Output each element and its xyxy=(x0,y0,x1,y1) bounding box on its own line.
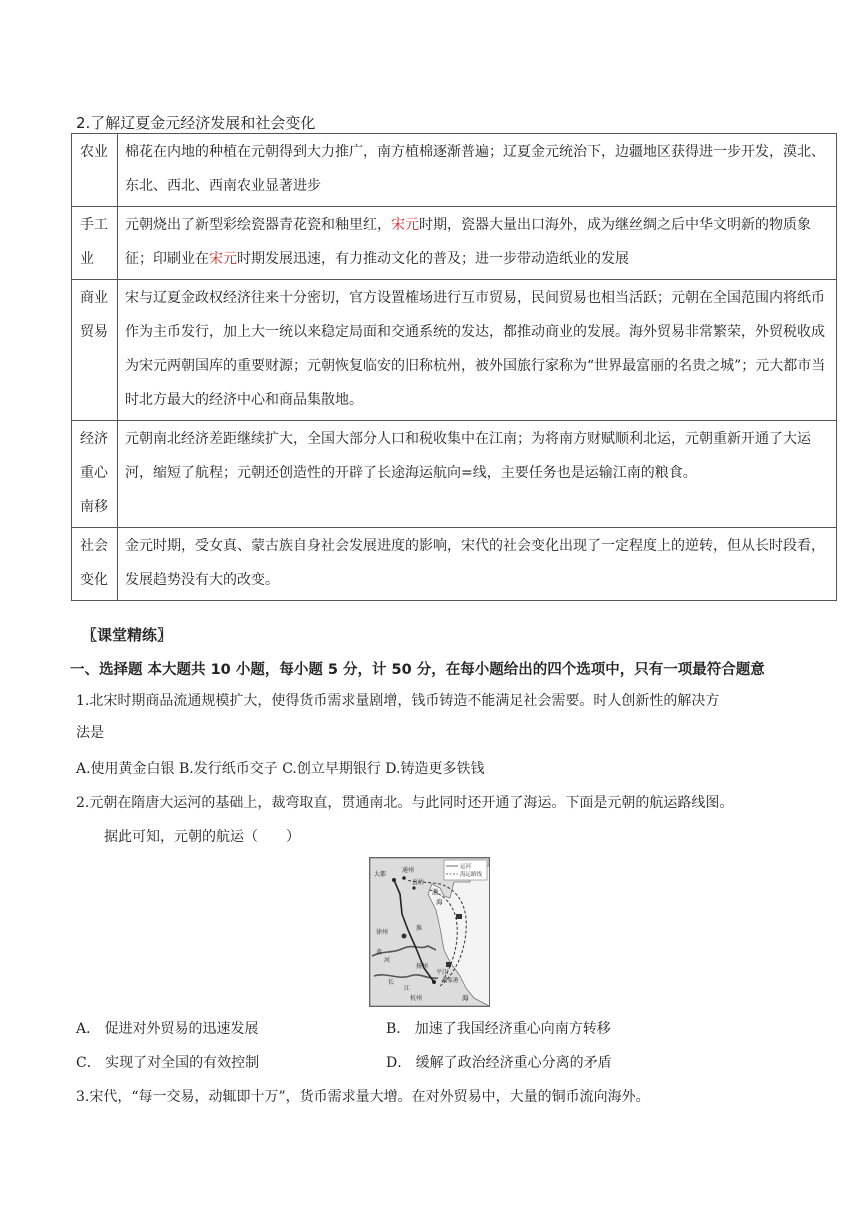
map-label-zhigu: 直沽 xyxy=(412,879,425,886)
row-category: 社会变化 xyxy=(72,528,118,601)
legend-canal: 运河 xyxy=(460,864,472,870)
table-row xyxy=(72,207,837,280)
description-text: 时期发展迅速，有力推动文化的普及；进一步带动造纸业的发展 xyxy=(237,251,629,267)
table-row xyxy=(72,134,837,207)
q2-stem-line2: 据此可知，元朝的航运（ ） xyxy=(104,829,300,845)
map-label-hai: 海 xyxy=(436,898,443,906)
q3-stem-line1: 3.宋代，“每一交易，动辄即十万”，货币需求量大增。在对外贸易中，大量的铜币流向海外。 xyxy=(76,1089,650,1105)
description-text: 宋与辽夏金政权经济往来十分密切，官方设置榷场进行互市贸易，民间贸易也相当活跃；元朝在全国范围内将纸币作为主币发行，加上大一统以来稳定局面和交通系统的发达，都推动商业的发展。海外贸易非常繁荣，外贸税收成为宋元两朝国库的重要财源；元朝恢复临安的旧称杭州，被外国旅行家称为“世界最富丽的名贵之城”；元大都市当时北方最大的经济中心和商品集散地。 xyxy=(125,290,826,408)
q2-stem-line1: 2.元朝在隋唐大运河的基础上，裁弯取直，贯通南北。与此同时还开通了海运。下面是元朝的航运路线图。 xyxy=(76,795,734,811)
description-text: 元朝南北经济差距继续扩大，全国大部分人口和税收集中在江南；为将南方财赋顺利北运，元朝重新开通了大运河，缩短了航程；元朝还创造性的开辟了长途海运航向=线，主要任务也是运输江南的粮食。 xyxy=(125,431,811,481)
table-row xyxy=(72,280,837,421)
economy-table-body xyxy=(72,134,837,601)
question-section-header: 一、选择题 本大题共 10 小题，每小题 5 分，计 50 分，在每小题给出的四个选项中，只有一项最符合题意 xyxy=(70,662,765,678)
q1-stem-line1: 1.北宋时期商品流通规模扩大，使得货币需求量剧增，钱币铸造不能满足社会需要。时人创新性的解决方 xyxy=(76,693,720,709)
map-label-chang: 长 xyxy=(388,979,395,986)
row-category: 商业贸易 xyxy=(72,280,118,421)
row-category: 经济重心南移 xyxy=(72,421,118,528)
section-title: 2.了解辽夏金元经济发展和社会变化 xyxy=(76,114,316,132)
description-text: 时期，瓷器大量出口海外，成为继丝绸之后中华文明新的物质象征；印刷业在 xyxy=(125,217,811,267)
q2-option-c: C． 实现了对全国的有效控制 xyxy=(76,1055,260,1071)
map-label-hangzhou: 杭州 xyxy=(410,995,423,1002)
row-description xyxy=(118,207,837,280)
row-description xyxy=(118,528,837,601)
map-label-dadu: 大都 xyxy=(374,871,387,878)
row-description xyxy=(118,134,837,207)
description-text: 元朝烧出了新型彩绘瓷器青花瓷和釉里红， xyxy=(125,217,391,233)
practice-heading: 〖课堂精练〗 xyxy=(82,626,173,644)
map-label-hai-south: 海 xyxy=(462,994,469,1002)
map-label-bo: 渤 xyxy=(432,888,439,896)
route-map-graphic xyxy=(370,858,489,1006)
table-row xyxy=(72,421,837,528)
description-text: 棉花在内地的种植在元朝得到大力推广，南方植棉逐渐普遍；辽夏金元统治下，边疆地区获得进一步开发，漠北、东北、西北、西南农业显著进步 xyxy=(125,144,825,194)
row-category: 手工业 xyxy=(72,207,118,280)
table-row xyxy=(72,528,837,601)
highlight-text: 宋元 xyxy=(391,217,419,233)
map-label-huai: 淮 xyxy=(416,925,423,932)
row-description xyxy=(118,421,837,528)
highlight-text: 宋元 xyxy=(209,251,237,267)
map-label-he: 河 xyxy=(384,957,391,964)
yuan-shipping-route-map xyxy=(369,857,490,1007)
map-label-tongzhou: 通州 xyxy=(402,867,415,874)
map-label-jiang: 江 xyxy=(404,985,411,992)
economy-table xyxy=(71,133,837,601)
q2-option-a: A． 促进对外贸易的迅速发展 xyxy=(76,1021,259,1037)
legend-sea-route: 海运路线 xyxy=(460,872,483,878)
description-text: 金元时期，受女真、蒙古族自身社会发展进度的影响，宋代的社会变化出现了一定程度上的逆转，但从长时段看，发展趋势没有大的改变。 xyxy=(125,538,825,588)
map-label-xuzhou: 徐州 xyxy=(376,929,389,936)
row-category: 农业 xyxy=(72,134,118,207)
map-label-huang: 黄 xyxy=(376,949,383,956)
row-description xyxy=(118,280,837,421)
map-label-liujiagang: 刘家港 xyxy=(442,978,459,984)
map-label-pingjiang: 平江 xyxy=(436,969,449,976)
q1-stem-line2: 法是 xyxy=(76,725,104,741)
q2-option-b: B． 加速了我国经济重心向南方转移 xyxy=(386,1021,611,1037)
map-label-yangzhou: 扬州 xyxy=(416,963,429,970)
q1-options: A.使用黄金白银 B.发行纸币交子 C.创立早期银行 D.铸造更多铁钱 xyxy=(76,761,485,777)
q2-option-d: D． 缓解了政治经济重心分离的矛盾 xyxy=(386,1055,612,1071)
